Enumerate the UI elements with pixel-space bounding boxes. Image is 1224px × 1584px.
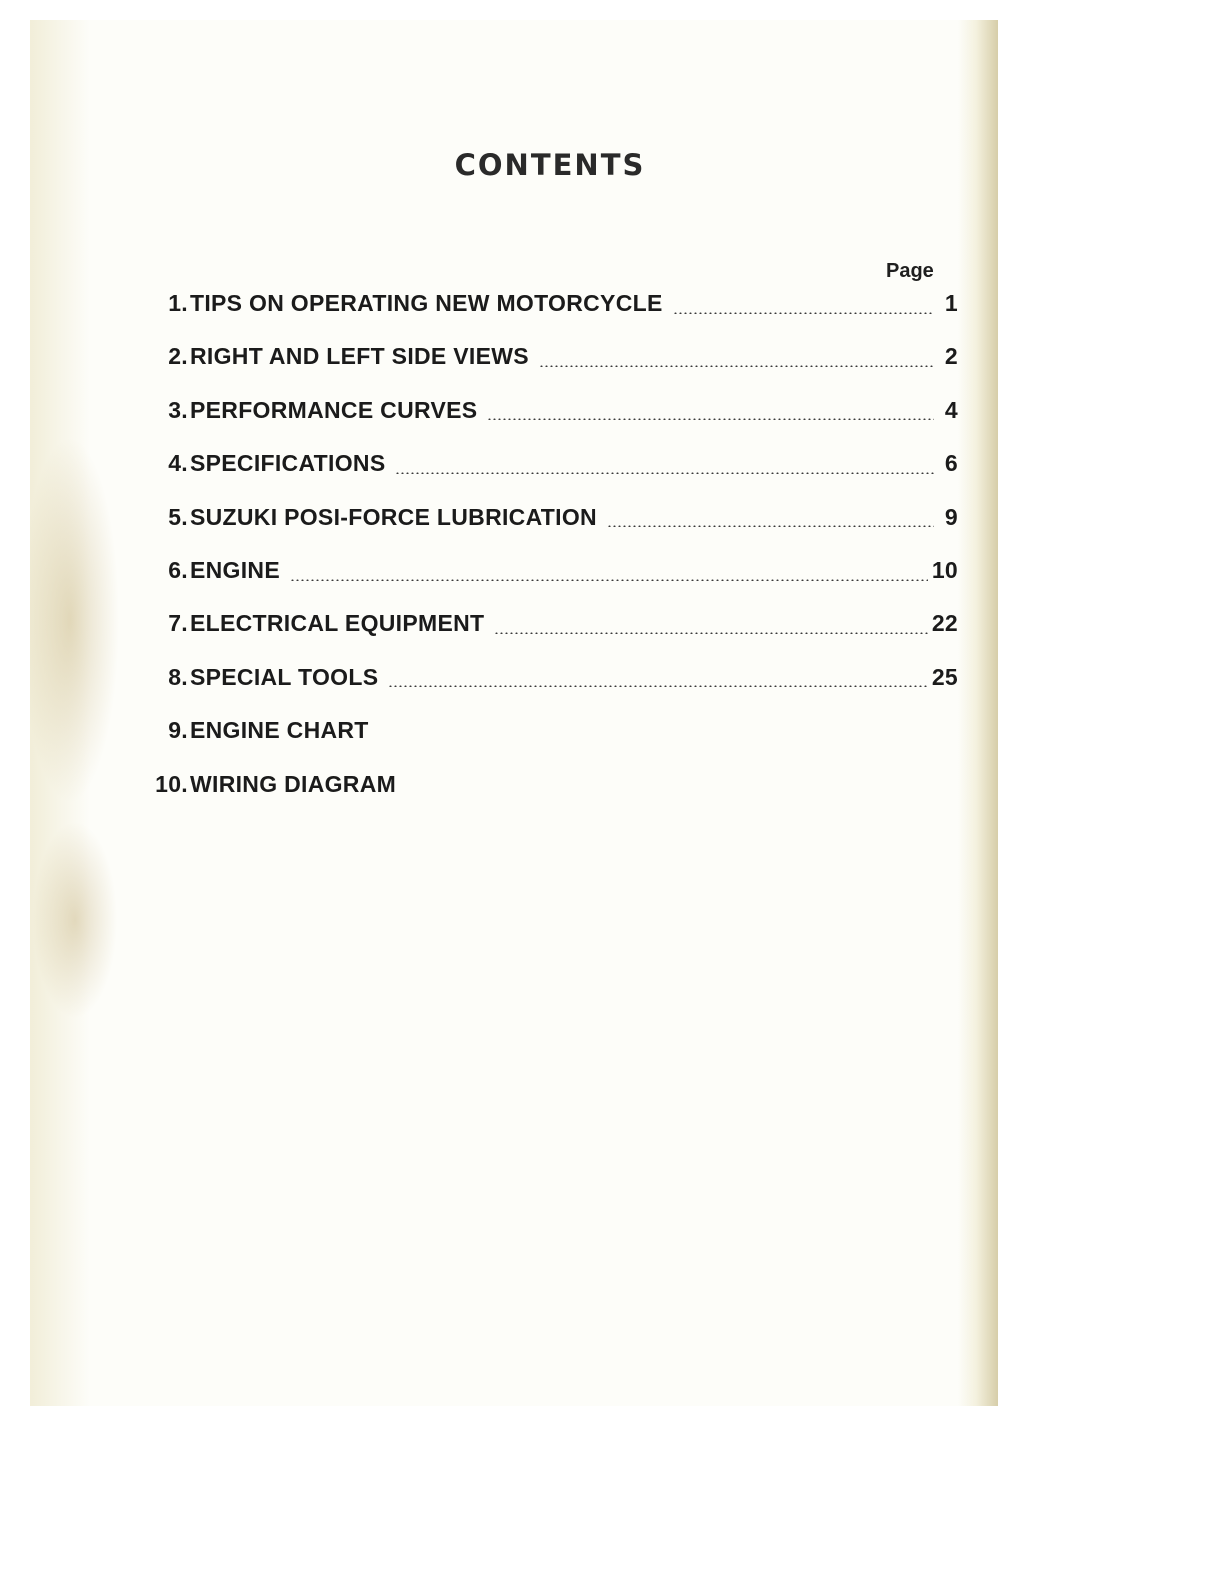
toc-entry: [140, 603, 958, 656]
toc-entry-number: 5.: [168, 503, 188, 530]
toc-entry-page: 22: [931, 610, 958, 637]
toc-entry-number: 4.: [168, 450, 188, 477]
dot-leader: [539, 365, 934, 367]
toc-entry-number: 7.: [168, 610, 188, 637]
toc-entry-label: PERFORMANCE CURVES: [190, 396, 478, 423]
toc-entry-label: SPECIFICATIONS: [190, 450, 386, 477]
toc-entry: [140, 336, 958, 389]
page-title: CONTENTS: [454, 148, 646, 182]
page-column-heading: Page: [886, 260, 934, 282]
dot-leader: [494, 632, 927, 634]
toc-entry-page: 1: [944, 290, 958, 316]
toc-entry-label: ELECTRICAL EQUIPMENT: [190, 610, 485, 637]
toc-entry-page: 6: [944, 450, 958, 477]
dot-leader: [487, 418, 934, 420]
toc-entry-label: SPECIAL TOOLS: [190, 663, 379, 690]
dot-leader: [673, 312, 934, 314]
toc-entry-page: 10: [931, 556, 958, 583]
toc-entry-label: RIGHT AND LEFT SIDE VIEWS: [190, 343, 529, 370]
toc-entry-page: 4: [944, 396, 958, 423]
dot-leader: [290, 579, 928, 581]
dot-leader: [395, 472, 934, 474]
toc-entry: [140, 657, 958, 710]
toc-entry: [140, 550, 958, 603]
toc-entry-page: 25: [931, 663, 958, 690]
toc-entry-number: 9.: [168, 717, 188, 744]
dot-leader: [388, 685, 927, 687]
toc-entry-label: ENGINE CHART: [190, 717, 369, 744]
toc-entry-page: 9: [944, 503, 958, 530]
dot-leader: [607, 525, 934, 527]
toc-entry-label: ENGINE: [190, 556, 280, 583]
toc-entry-label: TIPS ON OPERATING NEW MOTORCYCLE: [190, 290, 663, 316]
toc-entry-number: 6.: [168, 556, 188, 583]
toc-entry: [140, 390, 958, 443]
toc-entry: [140, 283, 958, 336]
toc-entry: [140, 443, 958, 496]
toc-entry-number: 8.: [168, 663, 188, 690]
toc-entry-number: 1.: [168, 290, 188, 316]
toc-entry: [140, 497, 958, 550]
toc-entry-label: WIRING DIAGRAM: [190, 770, 397, 797]
toc-entry: [140, 764, 958, 817]
toc-entry-number: 10.: [155, 770, 188, 797]
toc-entry-page: 2: [944, 343, 958, 370]
toc-entry-label: SUZUKI POSI-FORCE LUBRICATION: [190, 503, 597, 530]
toc-entry-number: 3.: [168, 396, 188, 423]
toc-entry-number: 2.: [168, 343, 188, 370]
table-of-contents: [140, 283, 958, 817]
toc-entry: [140, 710, 958, 763]
